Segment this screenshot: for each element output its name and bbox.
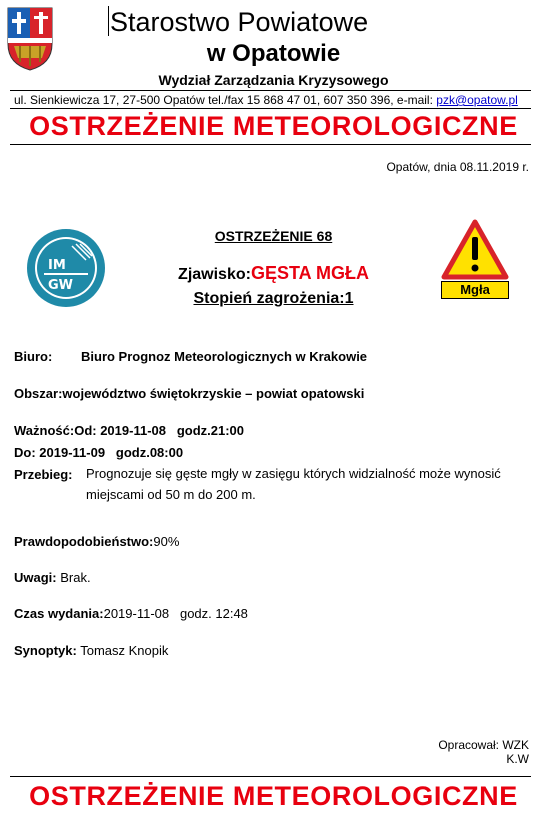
issued-value: 2019-11-08 godz. 12:48 [103, 606, 248, 621]
organization-title [108, 6, 438, 38]
fog-warning-sign [441, 219, 509, 301]
issued-row [14, 605, 248, 622]
warning-banner-bottom: OSTRZEŻENIE METEOROLOGICZNE [29, 781, 518, 811]
area-label: Obszar: [14, 386, 63, 401]
prepared-by [438, 738, 529, 766]
warning-banner-top: OSTRZEŻENIE METEOROLOGICZNE [29, 111, 518, 141]
office-value: Biuro Prognoz Meteorologicznych w Krakowie [81, 349, 368, 364]
header-divider-bottom [10, 108, 531, 109]
svg-text:IM: IM [48, 258, 66, 273]
phenomenon-label: Zjawisko: [178, 266, 251, 283]
office-label: Biuro: [14, 349, 53, 364]
organization-title-text: Starostwo Powiatowe [110, 7, 369, 37]
phenomenon-value: GĘSTA MGŁA [250, 263, 369, 283]
area-value: województwo świętokrzyskie – powiat opatowski [62, 386, 365, 401]
probability-value: 90% [153, 534, 180, 549]
validity-from: Od: 2019-11-08 godz.21:00 [74, 423, 244, 438]
fog-sign-label: Mgła [441, 281, 509, 299]
validity-to: Do: 2019-11-09 godz.08:00 [14, 445, 184, 460]
area-row [14, 385, 364, 402]
banner-divider-bottom [10, 776, 531, 777]
forecaster-value: Tomasz Knopik [76, 643, 169, 658]
header-divider-top [10, 90, 531, 91]
forecaster-label: Synoptyk: [14, 643, 77, 658]
text-cursor [108, 6, 109, 36]
notes-row [14, 569, 91, 586]
course-label: Przebieg: [14, 467, 73, 482]
organization-subtitle: w Opatowie [206, 40, 341, 67]
notes-value: Brak. [56, 570, 91, 585]
banner-divider-top [10, 144, 531, 145]
prepared-by-line1: Opracował: WZK [438, 738, 529, 752]
contact-address [14, 93, 518, 107]
probability-label: Prawdopodobieństwo: [14, 534, 154, 549]
validity-from-row [14, 422, 244, 439]
svg-text:GW: GW [48, 278, 74, 293]
prepared-by-line2: K.W [506, 752, 529, 766]
probability-row [14, 533, 179, 550]
validity-label: Ważność: [14, 423, 75, 438]
issue-date: Opatów, dnia 08.11.2019 r. [386, 160, 529, 174]
forecaster-row [14, 642, 168, 659]
department-name: Wydział Zarządzania Kryzysowego [158, 72, 389, 88]
warning-number: OSTRZEŻENIE 68 [214, 228, 333, 244]
issued-label: Czas wydania: [14, 606, 104, 621]
email-link[interactable]: pzk@opatow.pl [436, 93, 518, 107]
warning-level: Stopień zagrożenia:1 [193, 290, 354, 307]
notes-label: Uwagi: [14, 570, 57, 585]
address-text: ul. Sienkiewicza 17, 27-500 Opatów tel./fax 15 868 47 01, 607 350 396, e-mail: [14, 93, 433, 107]
validity-to-row [14, 444, 183, 461]
course-value: Prognozuje się gęste mgły w zasięgu których widzialność może wynosić miejscami od 50 m do 200 m. [86, 466, 501, 502]
office-row [14, 348, 368, 365]
warning-triangle-icon [441, 219, 509, 281]
